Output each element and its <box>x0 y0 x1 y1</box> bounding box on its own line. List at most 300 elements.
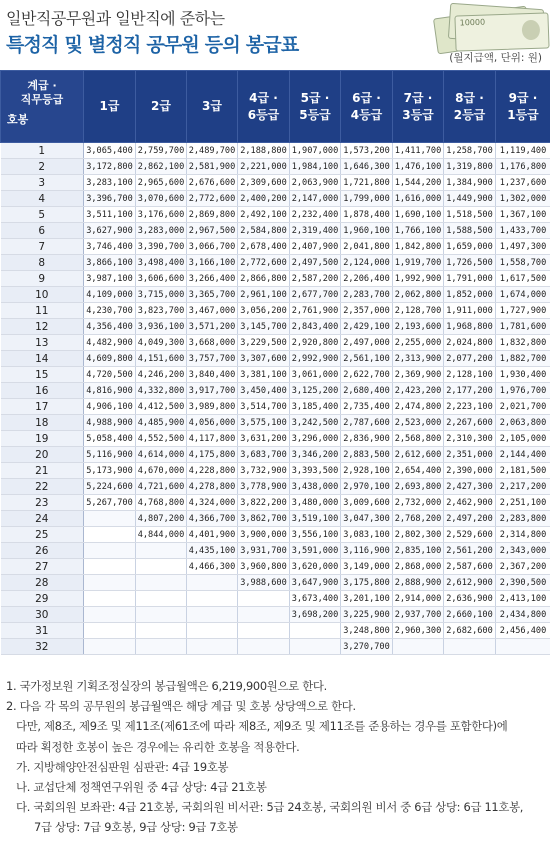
step-number-cell: 29 <box>1 591 84 607</box>
step-number-cell: 19 <box>1 431 84 447</box>
table-row <box>1 175 550 191</box>
salary-cell: 3,715,000 <box>136 287 187 303</box>
title-line-1: 일반직공무원과 일반직에 준하는 <box>6 9 225 28</box>
salary-cell: 4,230,700 <box>84 303 136 319</box>
salary-cell: 1,721,800 <box>341 175 393 191</box>
salary-cell: 2,124,000 <box>341 255 393 271</box>
salary-cell: 1,976,700 <box>496 383 550 399</box>
salary-cell: 4,056,000 <box>187 415 238 431</box>
salary-cell: 4,412,500 <box>136 399 187 415</box>
step-number-cell: 8 <box>1 255 84 271</box>
salary-cell: 1,842,800 <box>393 239 444 255</box>
grade-header-6: 6급 · 4등급 <box>341 71 393 143</box>
salary-cell: 2,678,400 <box>238 239 290 255</box>
salary-cell: 3,166,100 <box>187 255 238 271</box>
salary-cell <box>136 575 187 591</box>
salary-cell: 1,930,400 <box>496 367 550 383</box>
salary-cell: 1,573,200 <box>341 143 393 159</box>
salary-cell: 2,759,700 <box>136 143 187 159</box>
salary-cell: 2,221,000 <box>238 159 290 175</box>
salary-cell: 3,450,400 <box>238 383 290 399</box>
table-row <box>1 255 550 271</box>
salary-cell: 1,449,900 <box>444 191 496 207</box>
salary-cell: 3,732,900 <box>238 463 290 479</box>
salary-cell <box>187 639 238 655</box>
salary-cell: 3,840,400 <box>187 367 238 383</box>
table-body <box>1 143 550 655</box>
step-number-cell: 31 <box>1 623 84 639</box>
step-number-cell: 4 <box>1 191 84 207</box>
salary-cell: 2,474,800 <box>393 399 444 415</box>
salary-cell: 4,175,800 <box>187 447 238 463</box>
salary-cell: 2,497,000 <box>341 335 393 351</box>
salary-cell: 2,024,800 <box>444 335 496 351</box>
salary-cell: 2,041,800 <box>341 239 393 255</box>
footnote-2: 2. 다음 각 목의 공무원의 봉급월액은 해당 계급 및 호봉 상당액으로 한다. <box>6 699 356 714</box>
salary-cell <box>238 623 290 639</box>
salary-cell: 3,229,500 <box>238 335 290 351</box>
salary-cell: 4,807,200 <box>136 511 187 527</box>
salary-cell <box>238 591 290 607</box>
salary-cell: 2,147,000 <box>290 191 341 207</box>
salary-cell: 2,862,100 <box>136 159 187 175</box>
salary-cell: 3,931,700 <box>238 543 290 559</box>
salary-cell <box>187 591 238 607</box>
salary-cell: 2,105,000 <box>496 431 550 447</box>
salary-cell: 4,552,500 <box>136 431 187 447</box>
step-number-cell: 13 <box>1 335 84 351</box>
salary-cell: 4,109,000 <box>84 287 136 303</box>
corner-grade-label: 계급 · 직무등급 <box>20 79 64 107</box>
salary-cell: 1,674,000 <box>496 287 550 303</box>
salary-cell: 3,498,400 <box>136 255 187 271</box>
salary-cell: 3,365,700 <box>187 287 238 303</box>
salary-cell: 2,676,600 <box>187 175 238 191</box>
salary-cell: 4,988,900 <box>84 415 136 431</box>
salary-cell: 4,278,800 <box>187 479 238 495</box>
salary-table-wrapper <box>0 70 550 655</box>
table-row <box>1 623 550 639</box>
salary-cell: 4,466,300 <box>187 559 238 575</box>
salary-cell: 3,296,000 <box>290 431 341 447</box>
salary-cell: 1,176,800 <box>496 159 550 175</box>
salary-cell: 4,332,800 <box>136 383 187 399</box>
step-number-cell: 5 <box>1 207 84 223</box>
salary-cell: 3,823,700 <box>136 303 187 319</box>
salary-cell: 2,680,400 <box>341 383 393 399</box>
salary-cell: 1,727,900 <box>496 303 550 319</box>
salary-cell: 3,390,700 <box>136 239 187 255</box>
salary-cell <box>496 639 550 655</box>
step-number-cell: 14 <box>1 351 84 367</box>
grade-header-1: 1급 <box>84 71 136 143</box>
step-number-cell: 7 <box>1 239 84 255</box>
table-row <box>1 239 550 255</box>
salary-cell: 1,799,000 <box>341 191 393 207</box>
step-number-cell: 22 <box>1 479 84 495</box>
salary-cell: 3,393,500 <box>290 463 341 479</box>
salary-cell: 2,351,000 <box>444 447 496 463</box>
salary-cell: 4,816,900 <box>84 383 136 399</box>
salary-cell: 3,070,600 <box>136 191 187 207</box>
salary-cell: 3,065,400 <box>84 143 136 159</box>
salary-cell: 3,480,000 <box>290 495 341 511</box>
salary-cell: 3,066,700 <box>187 239 238 255</box>
salary-cell: 3,757,700 <box>187 351 238 367</box>
salary-cell: 2,581,900 <box>187 159 238 175</box>
table-row <box>1 191 550 207</box>
salary-cell: 1,616,000 <box>393 191 444 207</box>
salary-cell: 1,882,700 <box>496 351 550 367</box>
salary-cell: 2,761,900 <box>290 303 341 319</box>
footnote-1: 1. 국가정보원 기획조정실장의 봉급월액은 6,219,900원으로 한다. <box>6 679 327 693</box>
salary-cell: 4,482,900 <box>84 335 136 351</box>
corner-step-label: 호봉 <box>7 113 29 127</box>
salary-cell: 2,314,800 <box>496 527 550 543</box>
salary-cell: 3,936,100 <box>136 319 187 335</box>
salary-cell: 3,172,800 <box>84 159 136 175</box>
salary-cell: 3,149,000 <box>341 559 393 575</box>
salary-cell: 1,319,800 <box>444 159 496 175</box>
footnotes <box>6 676 546 838</box>
table-row <box>1 639 550 655</box>
salary-cell: 3,960,800 <box>238 559 290 575</box>
table-row <box>1 207 550 223</box>
salary-cell: 2,232,400 <box>290 207 341 223</box>
step-number-cell: 2 <box>1 159 84 175</box>
grade-header-4: 4급 · 6등급 <box>238 71 290 143</box>
salary-cell: 1,832,800 <box>496 335 550 351</box>
salary-cell: 3,270,700 <box>341 639 393 655</box>
salary-cell: 4,721,600 <box>136 479 187 495</box>
salary-cell: 2,367,200 <box>496 559 550 575</box>
salary-cell <box>136 559 187 575</box>
salary-cell: 2,768,200 <box>393 511 444 527</box>
salary-cell: 2,636,900 <box>444 591 496 607</box>
salary-cell: 1,960,100 <box>341 223 393 239</box>
footnote-item-ga: 가. 지방해양안전심판원 심판관: 4급 19호봉 <box>16 759 229 774</box>
salary-cell: 2,584,800 <box>238 223 290 239</box>
step-number-cell: 26 <box>1 543 84 559</box>
salary-cell: 3,620,000 <box>290 559 341 575</box>
salary-cell <box>444 639 496 655</box>
salary-cell: 2,497,200 <box>444 511 496 527</box>
salary-cell: 2,390,000 <box>444 463 496 479</box>
salary-cell: 2,883,500 <box>341 447 393 463</box>
table-row <box>1 559 550 575</box>
salary-cell <box>290 639 341 655</box>
salary-cell: 3,866,100 <box>84 255 136 271</box>
salary-cell: 2,313,900 <box>393 351 444 367</box>
salary-cell: 2,965,600 <box>136 175 187 191</box>
salary-cell: 2,612,600 <box>393 447 444 463</box>
salary-cell: 3,862,700 <box>238 511 290 527</box>
step-number-cell: 18 <box>1 415 84 431</box>
salary-cell: 2,587,200 <box>290 271 341 287</box>
salary-cell: 3,822,200 <box>238 495 290 511</box>
salary-cell: 5,267,700 <box>84 495 136 511</box>
salary-cell <box>238 607 290 623</box>
salary-cell: 2,967,500 <box>187 223 238 239</box>
table-row <box>1 415 550 431</box>
salary-cell: 4,906,100 <box>84 399 136 415</box>
salary-cell <box>136 639 187 655</box>
salary-cell: 3,125,200 <box>290 383 341 399</box>
salary-cell: 2,843,400 <box>290 319 341 335</box>
salary-cell: 3,283,000 <box>136 223 187 239</box>
salary-cell: 2,181,500 <box>496 463 550 479</box>
salary-cell <box>136 623 187 639</box>
footnote-2-proviso: 다만, 제8조, 제9조 및 제11조(제61조에 따라 제8조, 제9조 및 제11조를 준용하는 경우를 포함한다)에 <box>16 719 508 734</box>
salary-cell: 4,151,600 <box>136 351 187 367</box>
footnote-2-proviso-cont: 따라 획정한 호봉이 높은 경우에는 유리한 호봉을 적용한다. <box>16 739 300 754</box>
footnote-item-na: 나. 교섭단체 정책연구위원 중 4급 상당: 4급 21호봉 <box>16 780 267 795</box>
grade-header-3: 3급 <box>187 71 238 143</box>
salary-cell: 2,310,300 <box>444 431 496 447</box>
salary-cell: 2,772,600 <box>187 191 238 207</box>
salary-cell: 1,852,000 <box>444 287 496 303</box>
salary-cell: 1,367,100 <box>496 207 550 223</box>
salary-cell <box>84 591 136 607</box>
salary-cell: 4,609,800 <box>84 351 136 367</box>
salary-cell: 1,907,000 <box>290 143 341 159</box>
unit-label: (월지급액, 단위: 원) <box>449 52 542 64</box>
salary-cell: 3,396,700 <box>84 191 136 207</box>
salary-cell: 1,726,500 <box>444 255 496 271</box>
salary-cell: 3,047,300 <box>341 511 393 527</box>
salary-cell: 1,497,300 <box>496 239 550 255</box>
salary-cell: 2,462,900 <box>444 495 496 511</box>
table-row <box>1 479 550 495</box>
salary-cell: 2,456,400 <box>496 623 550 639</box>
salary-cell: 3,591,000 <box>290 543 341 559</box>
salary-cell: 3,438,000 <box>290 479 341 495</box>
salary-cell: 3,175,800 <box>341 575 393 591</box>
salary-cell: 3,698,200 <box>290 607 341 623</box>
salary-cell: 4,485,900 <box>136 415 187 431</box>
salary-cell: 3,201,100 <box>341 591 393 607</box>
salary-cell: 2,193,600 <box>393 319 444 335</box>
step-number-cell: 12 <box>1 319 84 335</box>
salary-cell: 3,519,100 <box>290 511 341 527</box>
salary-cell: 2,319,400 <box>290 223 341 239</box>
salary-cell: 3,009,600 <box>341 495 393 511</box>
title-line-2: 특정직 및 별정직 공무원 등의 봉급표 <box>6 34 299 56</box>
salary-cell: 2,128,100 <box>444 367 496 383</box>
salary-cell: 2,523,000 <box>393 415 444 431</box>
banknotes-illustration <box>415 0 550 56</box>
salary-cell: 1,791,000 <box>444 271 496 287</box>
table-row <box>1 351 550 367</box>
salary-cell: 2,660,100 <box>444 607 496 623</box>
salary-cell: 2,427,300 <box>444 479 496 495</box>
salary-cell: 2,587,600 <box>444 559 496 575</box>
salary-cell <box>84 527 136 543</box>
salary-cell: 3,266,400 <box>187 271 238 287</box>
salary-cell <box>187 607 238 623</box>
salary-cell: 3,631,200 <box>238 431 290 447</box>
salary-cell: 3,571,200 <box>187 319 238 335</box>
table-row <box>1 431 550 447</box>
salary-cell: 1,766,100 <box>393 223 444 239</box>
salary-cell: 3,778,900 <box>238 479 290 495</box>
salary-cell: 1,384,900 <box>444 175 496 191</box>
grade-header-8: 8급 · 2등급 <box>444 71 496 143</box>
salary-cell: 2,283,800 <box>496 511 550 527</box>
salary-cell: 2,429,100 <box>341 319 393 335</box>
step-number-cell: 6 <box>1 223 84 239</box>
salary-cell: 2,888,900 <box>393 575 444 591</box>
salary-cell: 4,720,500 <box>84 367 136 383</box>
salary-cell: 4,324,000 <box>187 495 238 511</box>
salary-cell: 3,627,900 <box>84 223 136 239</box>
salary-cell: 4,366,700 <box>187 511 238 527</box>
salary-cell: 2,063,800 <box>496 415 550 431</box>
table-header-row <box>1 71 550 143</box>
salary-cell: 1,544,200 <box>393 175 444 191</box>
salary-cell: 3,381,100 <box>238 367 290 383</box>
salary-cell: 2,369,900 <box>393 367 444 383</box>
step-number-cell: 10 <box>1 287 84 303</box>
salary-cell: 2,612,900 <box>444 575 496 591</box>
salary-cell: 1,919,700 <box>393 255 444 271</box>
salary-cell: 4,401,900 <box>187 527 238 543</box>
salary-cell: 3,606,600 <box>136 271 187 287</box>
salary-cell: 2,682,600 <box>444 623 496 639</box>
salary-cell: 2,835,100 <box>393 543 444 559</box>
salary-cell: 3,467,000 <box>187 303 238 319</box>
salary-cell: 2,077,200 <box>444 351 496 367</box>
step-number-cell: 16 <box>1 383 84 399</box>
salary-cell: 4,670,000 <box>136 463 187 479</box>
salary-cell: 3,917,700 <box>187 383 238 399</box>
salary-cell: 4,117,800 <box>187 431 238 447</box>
salary-cell: 2,489,700 <box>187 143 238 159</box>
salary-cell: 1,878,400 <box>341 207 393 223</box>
salary-cell: 2,970,100 <box>341 479 393 495</box>
salary-cell: 2,622,700 <box>341 367 393 383</box>
salary-cell: 3,647,900 <box>290 575 341 591</box>
table-row <box>1 287 550 303</box>
salary-cell: 5,058,400 <box>84 431 136 447</box>
salary-cell: 3,575,100 <box>238 415 290 431</box>
salary-cell: 2,937,700 <box>393 607 444 623</box>
grade-header-7: 7급 · 3등급 <box>393 71 444 143</box>
salary-cell: 5,173,900 <box>84 463 136 479</box>
salary-cell: 2,772,600 <box>238 255 290 271</box>
salary-cell <box>84 543 136 559</box>
salary-cell: 2,561,200 <box>444 543 496 559</box>
footnote-item-da-cont: 7급 상당: 7급 9호봉, 9급 상당: 9급 7호봉 <box>34 820 238 835</box>
salary-cell: 4,844,000 <box>136 527 187 543</box>
salary-cell: 4,228,800 <box>187 463 238 479</box>
step-number-cell: 20 <box>1 447 84 463</box>
salary-cell: 2,206,400 <box>341 271 393 287</box>
salary-cell: 3,900,000 <box>238 527 290 543</box>
salary-cell: 3,988,600 <box>238 575 290 591</box>
salary-cell <box>136 591 187 607</box>
salary-cell <box>393 639 444 655</box>
salary-cell: 1,690,100 <box>393 207 444 223</box>
salary-cell: 2,568,800 <box>393 431 444 447</box>
salary-cell: 2,063,900 <box>290 175 341 191</box>
footnote-item-da: 다. 국회의원 보좌관: 4급 21호봉, 국회의원 비서관: 5급 24호봉, 국회의원 비서 중 6급 상당: 6급 11호봉, <box>16 800 524 815</box>
grade-header-5: 5급 · 5등급 <box>290 71 341 143</box>
salary-cell: 5,116,900 <box>84 447 136 463</box>
salary-cell: 2,866,800 <box>238 271 290 287</box>
salary-cell <box>84 639 136 655</box>
salary-cell: 1,558,700 <box>496 255 550 271</box>
salary-cell: 4,435,100 <box>187 543 238 559</box>
page-header <box>0 0 550 70</box>
salary-cell: 1,781,600 <box>496 319 550 335</box>
salary-cell: 2,561,100 <box>341 351 393 367</box>
salary-cell: 2,309,600 <box>238 175 290 191</box>
salary-cell: 1,968,800 <box>444 319 496 335</box>
salary-cell: 2,735,400 <box>341 399 393 415</box>
step-number-cell: 11 <box>1 303 84 319</box>
salary-cell: 2,693,800 <box>393 479 444 495</box>
salary-cell: 2,492,100 <box>238 207 290 223</box>
table-row <box>1 159 550 175</box>
table-row <box>1 543 550 559</box>
salary-cell: 3,987,100 <box>84 271 136 287</box>
salary-cell: 1,433,700 <box>496 223 550 239</box>
salary-cell: 2,677,700 <box>290 287 341 303</box>
salary-cell: 2,802,300 <box>393 527 444 543</box>
salary-cell: 3,346,200 <box>290 447 341 463</box>
salary-cell: 2,062,800 <box>393 287 444 303</box>
salary-cell <box>136 607 187 623</box>
table-row <box>1 319 550 335</box>
salary-cell: 2,217,200 <box>496 479 550 495</box>
salary-cell: 2,021,700 <box>496 399 550 415</box>
step-number-cell: 30 <box>1 607 84 623</box>
salary-cell: 2,836,900 <box>341 431 393 447</box>
salary-cell <box>290 623 341 639</box>
salary-cell: 2,914,000 <box>393 591 444 607</box>
salary-cell: 1,911,000 <box>444 303 496 319</box>
salary-cell <box>187 575 238 591</box>
salary-cell: 2,223,100 <box>444 399 496 415</box>
salary-cell: 2,497,500 <box>290 255 341 271</box>
salary-cell: 3,673,400 <box>290 591 341 607</box>
salary-cell: 3,248,800 <box>341 623 393 639</box>
salary-cell: 2,654,400 <box>393 463 444 479</box>
salary-cell <box>84 575 136 591</box>
salary-cell: 1,476,100 <box>393 159 444 175</box>
step-number-cell: 9 <box>1 271 84 287</box>
table-row <box>1 143 550 159</box>
salary-cell <box>84 607 136 623</box>
salary-cell: 3,061,000 <box>290 367 341 383</box>
grade-header-9: 9급 · 1등급 <box>496 71 550 143</box>
salary-cell: 2,128,700 <box>393 303 444 319</box>
banknote-denomination: 10000 <box>459 17 486 28</box>
salary-cell: 1,302,000 <box>496 191 550 207</box>
salary-cell: 4,049,300 <box>136 335 187 351</box>
salary-cell: 3,556,100 <box>290 527 341 543</box>
salary-cell: 1,411,700 <box>393 143 444 159</box>
salary-cell: 2,407,900 <box>290 239 341 255</box>
table-row <box>1 223 550 239</box>
salary-cell: 1,237,600 <box>496 175 550 191</box>
salary-cell: 3,307,600 <box>238 351 290 367</box>
table-row <box>1 463 550 479</box>
salary-cell: 2,144,400 <box>496 447 550 463</box>
salary-cell: 2,928,100 <box>341 463 393 479</box>
salary-cell: 1,659,000 <box>444 239 496 255</box>
